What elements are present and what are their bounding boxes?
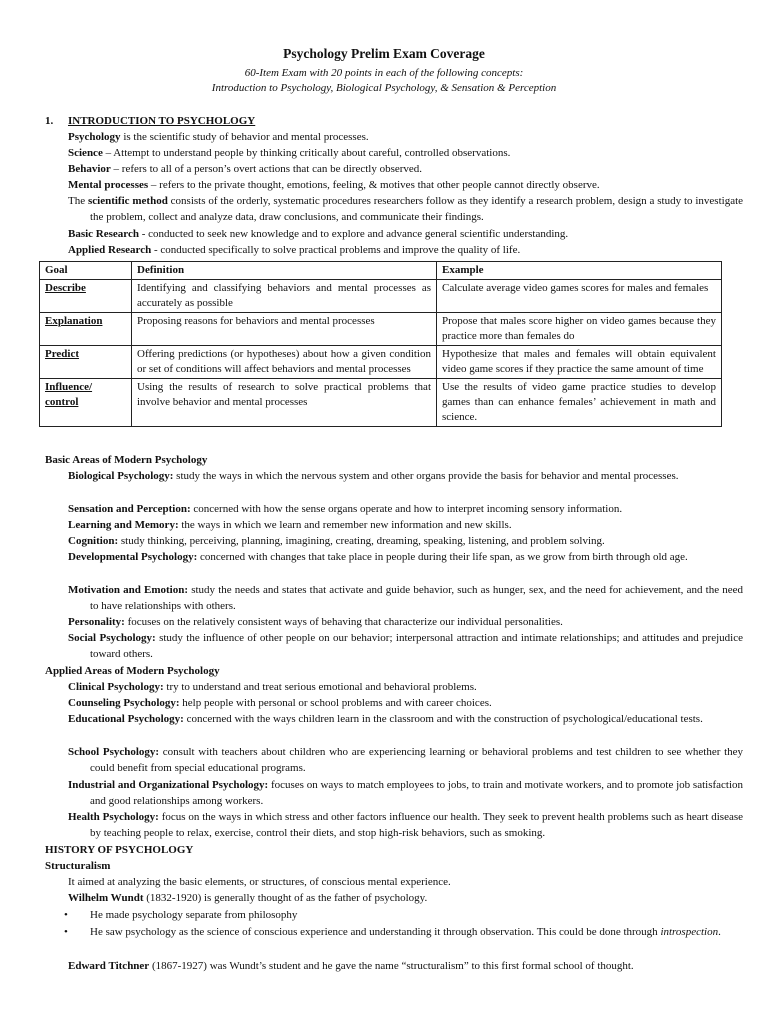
applied-area-item: Industrial and Organizational Psychology: focuses on ways to match employees to jobs, to train and motivate workers, and to promote job satisfaction and good relationships among workers. — [68, 779, 744, 807]
section-heading: INTRODUCTION TO PSYCHOLOGY — [68, 115, 256, 127]
bullet-icon: • — [64, 909, 68, 921]
example-cell: Propose that males score higher on video games because they practice more than females do — [437, 313, 722, 346]
table-header-definition: Definition — [132, 262, 437, 280]
definition-cell: Identifying and classifying behaviors and mental processes as accurately as possible — [132, 280, 437, 313]
table-row — [40, 280, 722, 313]
applied-area-item: Clinical Psychology: try to understand and treat serious emotional and behavioral problems. — [68, 681, 477, 693]
example-cell: Use the results of video game practice studies to develop games than can enhance females’ achievement in math and science. — [437, 379, 722, 427]
goal-cell: Influence/ control — [40, 379, 132, 427]
basic-area-item: Learning and Memory: the ways in which we learn and remember new information and new skills. — [68, 519, 512, 531]
subtitle-line-1: 60-Item Exam with 20 points in each of the following concepts: — [244, 67, 524, 79]
applied-area-item: School Psychology: consult with teachers about children who are experiencing learning or behavioral problems and test children to see whether they could benefit from special educational programs. — [68, 746, 744, 774]
structuralism-heading: Structuralism — [45, 860, 111, 872]
basic-area-item: Sensation and Perception: concerned with how the sense organs operate and how to interpret incoming sensory information. — [68, 503, 623, 515]
goal-cell: Describe — [40, 280, 132, 313]
page-title: Psychology Prelim Exam Coverage — [283, 46, 485, 61]
table-row — [40, 313, 722, 346]
table-row — [40, 379, 722, 427]
basic-area-item: Motivation and Emotion: study the needs and states that activate and guide behavior, such as hunger, sex, and the need for achievement, and the need to have relationships with others. — [68, 584, 744, 612]
definition-mental-processes: Mental processes – refers to the private thought, emotions, feeling, & motives that other people cannot directly observe. — [68, 179, 600, 191]
table-header-row — [40, 262, 722, 280]
subtitle-line-2: Introduction to Psychology, Biological Psychology, & Sensation & Perception — [211, 82, 557, 94]
basic-areas-heading: Basic Areas of Modern Psychology — [45, 454, 208, 466]
table-header-example: Example — [437, 262, 722, 280]
applied-area-item: Counseling Psychology: help people with personal or school problems and with career choices. — [68, 697, 492, 709]
structuralism-aim: It aimed at analyzing the basic elements, or structures, of conscious mental experience. — [68, 876, 451, 888]
basic-area-item: Developmental Psychology: concerned with changes that take place in people during their life span, as we grow from birth through old age. — [68, 551, 688, 563]
goals-table — [39, 261, 722, 427]
applied-areas-heading: Applied Areas of Modern Psychology — [45, 665, 220, 677]
definition-cell: Using the results of research to solve practical problems that involve behavior and mental processes — [132, 379, 437, 427]
goal-cell: Predict — [40, 346, 132, 379]
definition-behavior: Behavior – refers to all of a person’s overt actions that can be directly observed. — [68, 163, 423, 175]
example-cell: Calculate average video games scores for males and females — [437, 280, 722, 313]
basic-area-item: Biological Psychology: study the ways in which the nervous system and other organs provide the basis for behavior and mental processes. — [68, 470, 679, 482]
table-row — [40, 346, 722, 379]
example-cell: Hypothesize that males and females will obtain equivalent video game scores if they practice the same amount of time — [437, 346, 722, 379]
basic-area-item: Cognition: study thinking, perceiving, planning, imagining, creating, dreaming, speaking, listening, and problem solving. — [68, 535, 605, 547]
wundt-line: Wilhelm Wundt (1832-1920) is generally thought of as the father of psychology. — [68, 892, 428, 904]
applied-area-item: Health Psychology: focus on the ways in which stress and other factors influence our health. They seek to prevent health problems such as heart disease by teaching people to relax, exercise, control their diets, and stop high-risk behaviors, such as smoking. — [68, 811, 743, 839]
history-heading: HISTORY OF PSYCHOLOGY — [45, 844, 194, 856]
goal-cell: Explanation — [40, 313, 132, 346]
section-number: 1. — [45, 115, 54, 127]
bullet-item: • He made psychology separate from philosophy — [64, 909, 298, 921]
definition-cell: Proposing reasons for behaviors and mental processes — [132, 313, 437, 346]
definition-basic-research: Basic Research - conducted to seek new knowledge and to explore and advance general scientific understanding. — [68, 228, 569, 240]
titchner-line: Edward Titchner (1867-1927) was Wundt’s student and he gave the name “structuralism” to this first formal school of thought. — [68, 960, 634, 972]
table-header-goal: Goal — [40, 262, 132, 280]
definition-psychology: Psychology is the scientific study of behavior and mental processes. — [68, 131, 369, 143]
basic-area-item: Social Psychology: study the influence of other people on our behavior; interpersonal attraction and intimate relationships; and attitudes and prejudice toward others. — [68, 632, 743, 660]
definition-applied-research: Applied Research - conducted specifically to solve practical problems and improve the quality of life. — [68, 244, 521, 256]
bullet-item: • He saw psychology as the science of conscious experience and understanding it through observation. This could be done through introspection. — [64, 926, 721, 938]
bullet-icon: • — [64, 926, 68, 938]
applied-area-item: Educational Psychology: concerned with the ways children learn in the classroom and with the construction of psychological/educational tests. — [68, 713, 703, 725]
definition-scientific-method: The scientific method consists of the orderly, systematic procedures researchers follow as they identify a research problem, design a study to investigate the problem, collect and analyze data, draw conclusions, and communicate their findings. — [68, 195, 744, 223]
definition-science: Science – Attempt to understand people by thinking critically about careful, controlled observations. — [68, 147, 511, 159]
basic-area-item: Personality: focuses on the relatively consistent ways of behaving that characterize our individual personalities. — [68, 616, 563, 628]
definition-cell: Offering predictions (or hypotheses) about how a given condition or set of conditions will affect behaviors and mental processes — [132, 346, 437, 379]
